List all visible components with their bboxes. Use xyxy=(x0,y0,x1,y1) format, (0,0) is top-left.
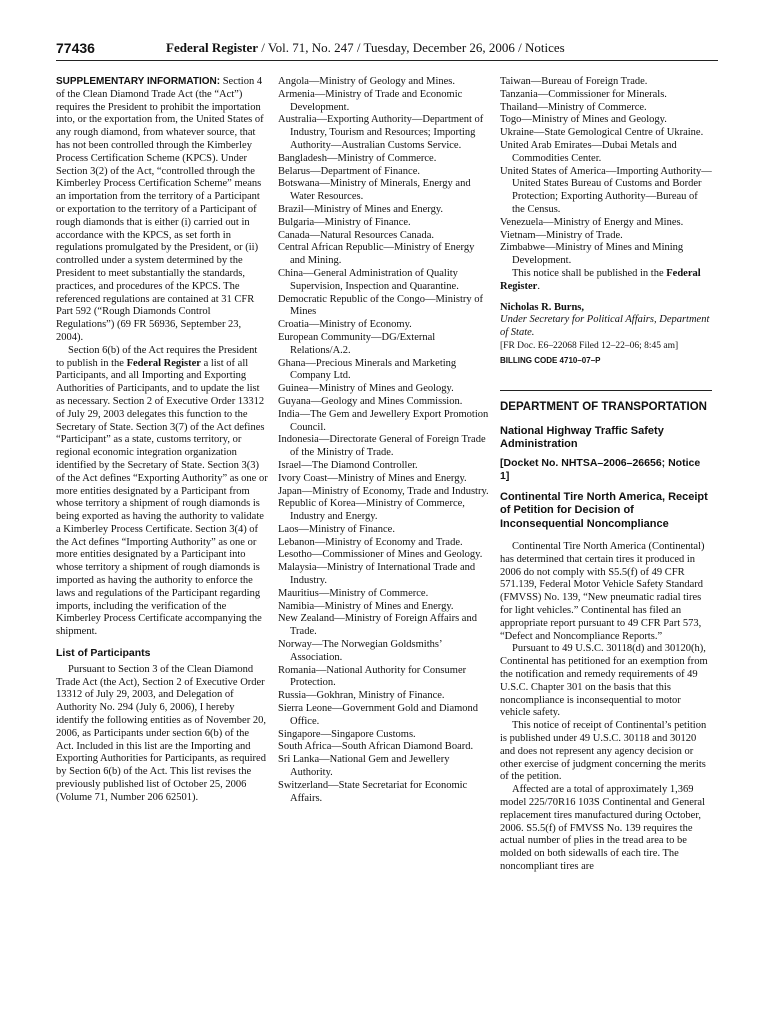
participant-entry: Republic of Korea—Ministry of Commerce, Industry and Energy. xyxy=(278,498,465,523)
participant-entry: Singapore—Singapore Customs. xyxy=(278,728,416,740)
participant-entry: Canada—Natural Resources Canada. xyxy=(278,229,434,241)
participant-entry: United Arab Emirates—Dubai Metals and Commodities Center. xyxy=(500,139,677,164)
fr-doc-line: [FR Doc. E6–22068 Filed 12–22–06; 8:45 am] xyxy=(500,340,679,351)
page-number: 77436 xyxy=(56,40,95,56)
participant-entry: Ivory Coast—Ministry of Mines and Energy. xyxy=(278,472,467,484)
participant-entry: India—The Gem and Jewellery Export Promotion Council. xyxy=(278,408,489,433)
federal-register-ref: Federal Register xyxy=(126,357,201,369)
billing-code: BILLING CODE 4710–07–P xyxy=(500,355,601,365)
participant-entry: Ghana—Precious Minerals and Marketing Company Ltd. xyxy=(278,357,457,382)
participant-entry: Venezuela—Ministry of Energy and Mines. xyxy=(500,216,684,228)
federal-register-ref: Federal Register xyxy=(500,267,701,292)
body-paragraph: Pursuant to 49 U.S.C. 30118(d) and 30120(h), Continental has petitioned for an exemption from the notification and remedy requirements of 49 U.S.C. Chapter 301 on the basis that this noncompliance is inconsequential to motor vehicle safety. xyxy=(500,643,708,719)
participant-entry: Romania—National Authority for Consumer Protection. xyxy=(278,664,467,689)
publish-notice-paragraph: This notice shall be published in the Federal Register. xyxy=(500,267,701,292)
participant-entry: Lesotho—Commissioner of Mines and Geology. xyxy=(278,549,483,561)
participant-entry: Indonesia—Directorate General of Foreign Trade of the Ministry of Trade. xyxy=(278,434,486,459)
docket-number: [Docket No. NHTSA–2006–26656; Notice 1] xyxy=(500,456,701,482)
column-2 xyxy=(278,76,490,805)
participant-entry: Switzerland—State Secretariat for Economic Affairs. xyxy=(278,779,468,804)
participant-entry: European Community—DG/External Relations/A.2. xyxy=(278,331,436,356)
participant-entry: Democratic Republic of the Congo—Ministry of Mines xyxy=(278,293,484,318)
body-paragraph: Affected are a total of approximately 1,369 model 225/70R16 103S Continental and General replacement tires manufactured during October, 2006. S5.5(f) of FMVSS No. 139 requires the actual number of plies in the tread area to be molded on both sidewalls of each tire. The noncompliant tires are xyxy=(500,784,706,872)
department-heading: DEPARTMENT OF TRANSPORTATION xyxy=(500,390,712,414)
notice-title: Continental Tire North America, Receipt of Petition for Decision of Inconsequential Noncompliance xyxy=(500,490,708,530)
participant-entry: South Africa—South African Diamond Board. xyxy=(278,741,474,753)
participant-entry: Togo—Ministry of Mines and Geology. xyxy=(500,114,667,126)
participant-entry: Bangladesh—Ministry of Commerce. xyxy=(278,152,437,164)
participant-entry: Mauritius—Ministry of Commerce. xyxy=(278,587,429,599)
participant-entry: New Zealand—Ministry of Foreign Affairs and Trade. xyxy=(278,613,477,638)
participant-entry: Brazil—Ministry of Mines and Energy. xyxy=(278,203,444,215)
participant-entry: Guyana—Geology and Mines Commission. xyxy=(278,395,463,407)
column-3 xyxy=(500,76,712,874)
issue-citation: / Vol. 71, No. 247 / Tuesday, December 26, 2006 / Notices xyxy=(258,40,565,55)
list-of-participants-heading: List of Participants xyxy=(56,647,151,660)
body-paragraph: This notice of receipt of Continental’s petition is published under 49 U.S.C. 30118 and 30120 and does not represent any agency decision or other exercise of judgment concerning the merits of the petition. xyxy=(500,720,707,783)
participant-entry: Israel—The Diamond Controller. xyxy=(278,459,418,471)
participant-entry: Thailand—Ministry of Commerce. xyxy=(500,101,647,113)
participant-entry: Sierra Leone—Government Gold and Diamond Office. xyxy=(278,703,479,727)
participant-entry: Croatia—Ministry of Economy. xyxy=(278,319,412,331)
participant-entry: Laos—Ministry of Finance. xyxy=(278,523,395,535)
pursuant-paragraph: Pursuant to Section 3 of the Clean Diamond Trade Act (the Act), Section 2 of Executive Order 13312 of July 29, 2003, and Delegation of Authority No. 294 (July 6, 2006), I hereby identify the following entities as of November 20, 2006, as Participants under section 6(b) of the Act. Included in this list are the Importing and Exporting Authorities for Participants, as required by Section 6(b) of the Act. This list revises the previously published list of October 25, 2006 (Volume 71, Number 206 62501). xyxy=(56,663,266,803)
supplementary-info-paragraph: SUPPLEMENTARY INFORMATION: Section 4 of the Clean Diamond Trade Act (the “Act”) requires the President to prohibit the importation into, or the exportation from, the United States of any rough diamond, from whatever source, that has not been controlled through the Kimberley Process Certification Scheme (KPCS). Under Section 3(2) of the Act, “controlled through the Kimberley Process Certification Scheme” means an importation from the territory of a Participant or exportation to the territory of a Participant of rough diamonds that is either (i) carried out in accordance with the KPCS, as set forth in regulations promulgated by the President, or (ii) controlled under a system determined by the President to meet substantially the standards, practices, and procedures of the KPCS. The referenced regulations are contained at 31 CFR Part 592 (“Rough Diamonds Control Regulations”) (69 FR 56936, September 23, 2004). xyxy=(56,76,264,343)
section-6b-paragraph: Section 6(b) of the Act requires the President to publish in the Federal Register a list of all Participants, and all Importing and Exporting Authorities of Participants, and to update the list as necessary. Section 2 of Executive Order 13312 of July 29, 2003 delegates this function to the Secretary of State. Section 3(7) of the Act defines “Participant” as a state, customs territory, or regional economic integration organization identified by the Secretary of State. Section 3(3) of the Act defines “Exporting Authority” as one or more entities designated by a Participant from whose territory a shipment of rough diamonds is being exported as having the authority to validate a Kimberley Process Certificate. Section 3(4) of the Act defines “Importing Authority” as one or more entities designated by a Participant into whose territory a shipment of rough diamonds is imported as having the authority to enforce the laws and regulations of the Participant regarding imports, including the verification of the Kimberley Process Certificate accompanying the shipment. xyxy=(56,344,268,638)
supplementary-info-label: SUPPLEMENTARY INFORMATION: xyxy=(56,76,221,87)
participant-entry: Bulgaria—Ministry of Finance. xyxy=(278,216,411,228)
publication-name: Federal Register xyxy=(166,40,259,55)
participant-entry: Armenia—Ministry of Trade and Economic Development. xyxy=(278,88,463,113)
signer-name: Nicholas R. Burns, xyxy=(500,301,585,313)
participant-entry: Australia—Exporting Authority—Department of Industry, Tourism and Resources; Importing Authority—Australian Customs Service. xyxy=(278,114,484,151)
participant-entry: Tanzania—Commissioner for Minerals. xyxy=(500,88,667,100)
body-paragraph: Continental Tire North America (Continental) has determined that certain tires it produced in 2006 do not comply with S5.5(f) of 49 CFR 571.139, Federal Motor Vehicle Safety Standard (FMVSS) No. 139, “New pneumatic radial tires for light vehicles.” Continental has filed an appropriate report pursuant to 49 CFR Part 573, “Defect and Noncompliance Reports.” xyxy=(500,541,705,642)
running-header xyxy=(56,40,718,61)
participant-entry: Vietnam—Ministry of Trade. xyxy=(500,229,623,241)
participant-entry: Norway—The Norwegian Goldsmiths’ Association. xyxy=(278,639,442,663)
participant-entry: Malaysia—Ministry of International Trade and Industry. xyxy=(278,562,476,587)
participant-entry: Ukraine—State Gemological Centre of Ukraine. xyxy=(500,127,704,139)
participant-entry: Guinea—Ministry of Mines and Geology. xyxy=(278,383,454,395)
column-1 xyxy=(56,76,268,805)
publication-citation xyxy=(166,40,565,56)
participant-entry: Central African Republic—Ministry of Energy and Mining. xyxy=(278,242,475,267)
participant-entry: China—General Administration of Quality Supervision, Inspection and Quarantine. xyxy=(278,267,459,292)
participant-entry: Namibia—Ministry of Mines and Energy. xyxy=(278,600,454,612)
participant-entry: Lebanon—Ministry of Economy and Trade. xyxy=(278,536,463,548)
agency-heading: National Highway Traffic Safety Administration xyxy=(500,425,664,451)
participant-entry: Belarus—Department of Finance. xyxy=(278,165,420,177)
participant-entry: Botswana—Ministry of Minerals, Energy and Water Resources. xyxy=(278,178,471,203)
participant-entry: Zimbabwe—Ministry of Mines and Mining Development. xyxy=(500,242,684,267)
participant-entry: United States of America—Importing Authority—United States Bureau of Customs and Border Protection; Exporting Authority—Bureau of the Census. xyxy=(500,165,712,215)
participant-entry: Russia—Gokhran, Ministry of Finance. xyxy=(278,690,445,702)
participant-entry: Japan—Ministry of Economy, Trade and Industry. xyxy=(278,485,489,497)
signer-title: Under Secretary for Political Affairs, Department of State. xyxy=(500,314,710,339)
participant-entry: Angola—Ministry of Geology and Mines. xyxy=(278,76,456,87)
participant-entry: Taiwan—Bureau of Foreign Trade. xyxy=(500,76,648,87)
participant-entry: Sri Lanka—National Gem and Jewellery Authority. xyxy=(278,754,450,779)
